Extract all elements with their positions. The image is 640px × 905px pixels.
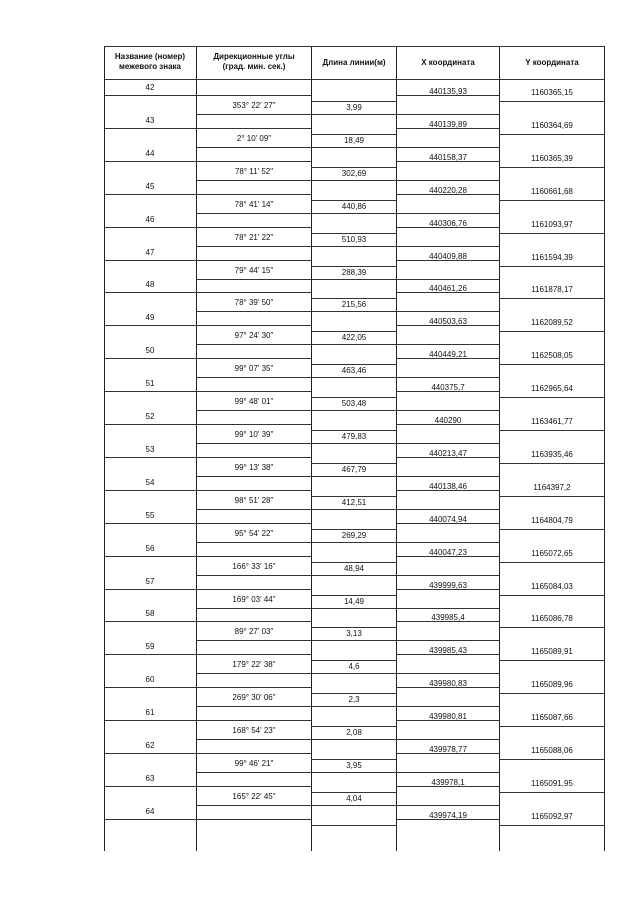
row-border xyxy=(311,693,396,694)
column-border xyxy=(196,46,197,851)
direction-angle: 168° 54' 23" xyxy=(232,726,276,736)
row-border xyxy=(196,114,499,115)
y-coordinate: 1161093,97 xyxy=(531,219,573,229)
point-number: 46 xyxy=(145,214,155,224)
x-coordinate: 440135,93 xyxy=(429,87,467,96)
row-border xyxy=(499,397,604,398)
row-border xyxy=(311,759,396,760)
y-coordinate: 1165086,78 xyxy=(531,614,573,624)
row-border xyxy=(499,496,604,497)
row-border xyxy=(196,608,499,609)
y-coordinate: 1162089,52 xyxy=(531,318,573,328)
x-coordinate: 439978,1 xyxy=(431,777,465,787)
x-coordinate: 439999,63 xyxy=(429,580,467,590)
line-length: 467,79 xyxy=(341,464,367,474)
row-border xyxy=(396,786,499,787)
row-border xyxy=(499,266,604,267)
row-border xyxy=(196,673,499,674)
line-length: 4,6 xyxy=(348,662,360,672)
row-border xyxy=(104,490,311,491)
row-border xyxy=(196,213,499,214)
point-number: 52 xyxy=(145,412,155,421)
line-length: 479,83 xyxy=(341,432,367,441)
row-border xyxy=(311,627,396,628)
row-border xyxy=(196,805,499,806)
direction-angle: 99° 10' 39" xyxy=(234,430,274,439)
row-border xyxy=(104,194,311,195)
x-coordinate: 440047,23 xyxy=(429,547,467,557)
y-coordinate: 1161594,39 xyxy=(531,252,573,262)
row-border xyxy=(311,825,396,826)
row-border xyxy=(396,391,499,392)
x-coordinate: 439985,43 xyxy=(429,646,467,656)
x-coordinate: 440375,7 xyxy=(431,383,465,393)
y-coordinate: 1160661,68 xyxy=(531,186,573,196)
direction-angle: 78° 41' 14" xyxy=(234,199,274,209)
row-border xyxy=(396,194,499,195)
y-coordinate: 1165092,97 xyxy=(531,811,573,821)
row-border xyxy=(396,819,499,820)
row-border xyxy=(196,279,499,280)
row-border xyxy=(104,819,311,820)
row-border xyxy=(196,640,499,641)
row-border xyxy=(311,595,396,596)
line-length: 463,46 xyxy=(341,366,367,376)
x-coordinate: 440409,88 xyxy=(429,251,467,261)
direction-angle: 78° 11' 52" xyxy=(234,166,274,176)
row-border xyxy=(104,556,311,557)
point-number: 50 xyxy=(145,346,155,356)
row-border xyxy=(396,161,499,162)
row-border xyxy=(104,79,604,80)
row-border xyxy=(196,246,499,247)
y-coordinate: 1160365,15 xyxy=(531,88,573,97)
column-border xyxy=(604,46,605,851)
row-border xyxy=(499,693,604,694)
row-border xyxy=(396,128,499,129)
direction-angle: 78° 39' 50" xyxy=(234,298,274,308)
point-number: 51 xyxy=(145,379,155,389)
row-border xyxy=(396,95,499,96)
line-length: 269,29 xyxy=(341,530,367,540)
x-coordinate: 439985,4 xyxy=(431,613,465,623)
header-y: Y координата xyxy=(525,58,579,67)
y-coordinate: 1163461,77 xyxy=(531,417,573,426)
line-length: 4,04 xyxy=(346,793,362,803)
point-number: 49 xyxy=(145,313,155,323)
row-border xyxy=(396,621,499,622)
line-length: 215,56 xyxy=(341,300,367,310)
row-border xyxy=(311,792,396,793)
row-border xyxy=(104,325,311,326)
row-border xyxy=(196,311,499,312)
x-coordinate: 439974,19 xyxy=(429,810,467,820)
row-border xyxy=(499,627,604,628)
row-border xyxy=(104,95,311,96)
point-number: 47 xyxy=(145,247,155,257)
point-number: 59 xyxy=(145,642,155,652)
row-border xyxy=(196,476,499,477)
point-number: 43 xyxy=(145,115,155,125)
x-coordinate: 439980,81 xyxy=(429,712,467,722)
row-border xyxy=(499,298,604,299)
point-number: 53 xyxy=(145,444,155,454)
row-border xyxy=(311,562,396,563)
direction-angle: 89° 27' 03" xyxy=(234,627,274,637)
row-border xyxy=(499,233,604,234)
row-border xyxy=(104,786,311,787)
row-border xyxy=(499,825,604,826)
y-coordinate: 1165088,06 xyxy=(531,746,573,755)
row-border xyxy=(196,344,499,345)
row-border xyxy=(396,490,499,491)
row-border xyxy=(499,167,604,168)
header-name: Название (номер) межевого знака xyxy=(114,52,186,71)
point-number: 54 xyxy=(145,477,155,487)
row-border xyxy=(499,134,604,135)
row-border xyxy=(196,772,499,773)
line-length: 503,48 xyxy=(341,399,367,409)
x-coordinate: 440158,37 xyxy=(429,152,467,162)
point-number: 60 xyxy=(145,675,155,685)
row-border xyxy=(499,200,604,201)
row-border xyxy=(396,523,499,524)
row-border xyxy=(104,358,311,359)
row-border xyxy=(499,562,604,563)
row-border xyxy=(499,792,604,793)
line-length: 14,49 xyxy=(343,596,365,606)
x-coordinate: 440139,89 xyxy=(429,119,467,129)
row-border xyxy=(104,720,311,721)
x-coordinate: 440306,76 xyxy=(429,218,467,228)
row-border xyxy=(311,266,396,267)
y-coordinate: 1161878,17 xyxy=(531,285,573,295)
row-border xyxy=(396,589,499,590)
row-border xyxy=(104,457,311,458)
direction-angle: 99° 48' 01" xyxy=(234,397,274,407)
row-border xyxy=(499,364,604,365)
row-border xyxy=(499,595,604,596)
point-number: 62 xyxy=(145,741,155,750)
y-coordinate: 1164397,2 xyxy=(533,482,571,492)
line-length: 3,13 xyxy=(346,629,362,639)
row-border xyxy=(396,654,499,655)
row-border xyxy=(499,331,604,332)
row-border xyxy=(311,200,396,201)
direction-angle: 98° 51' 28" xyxy=(234,495,274,505)
row-border xyxy=(499,726,604,727)
point-number: 58 xyxy=(145,609,155,619)
y-coordinate: 1165072,65 xyxy=(531,548,573,558)
header-length: Длина линии(м) xyxy=(322,58,386,67)
x-coordinate: 440074,94 xyxy=(429,514,467,524)
y-coordinate: 1165089,96 xyxy=(531,680,573,690)
coordinates-table xyxy=(104,46,640,851)
direction-angle: 97° 24' 30" xyxy=(234,331,274,341)
y-coordinate: 1165089,91 xyxy=(531,647,573,657)
direction-angle: 2° 10' 09" xyxy=(236,133,272,143)
row-border xyxy=(311,167,396,168)
line-length: 412,51 xyxy=(341,497,367,507)
direction-angle: 269° 30' 06" xyxy=(232,693,276,703)
point-number: 48 xyxy=(145,280,155,290)
point-number: 55 xyxy=(145,510,155,520)
y-coordinate: 1160365,39 xyxy=(531,153,573,163)
row-border xyxy=(104,46,604,47)
column-border xyxy=(104,46,105,851)
row-border xyxy=(396,424,499,425)
row-border xyxy=(104,523,311,524)
row-border xyxy=(196,509,499,510)
row-border xyxy=(104,424,311,425)
row-border xyxy=(196,739,499,740)
line-length: 48,94 xyxy=(343,563,365,573)
row-border xyxy=(104,753,311,754)
row-border xyxy=(311,529,396,530)
row-border xyxy=(311,364,396,365)
direction-angle: 95° 54' 22" xyxy=(234,528,274,538)
point-number: 63 xyxy=(145,773,155,783)
row-border xyxy=(396,227,499,228)
point-number: 42 xyxy=(145,83,155,92)
row-border xyxy=(196,410,499,411)
row-border xyxy=(104,260,311,261)
line-length: 3,99 xyxy=(346,103,362,112)
line-length: 302,69 xyxy=(341,168,367,178)
row-border xyxy=(311,298,396,299)
row-border xyxy=(499,430,604,431)
y-coordinate: 1162965,64 xyxy=(531,384,573,394)
direction-angle: 166° 33' 16" xyxy=(232,561,276,571)
row-border xyxy=(104,589,311,590)
direction-angle: 169° 03' 44" xyxy=(232,594,276,604)
y-coordinate: 1165087,66 xyxy=(531,713,573,723)
row-border xyxy=(311,430,396,431)
line-length: 510,93 xyxy=(341,234,367,244)
y-coordinate: 1165084,03 xyxy=(531,581,573,591)
direction-angle: 99° 07' 35" xyxy=(234,364,274,374)
row-border xyxy=(396,687,499,688)
direction-angle: 78° 21' 22" xyxy=(234,232,274,242)
row-border xyxy=(499,463,604,464)
row-border xyxy=(396,720,499,721)
line-length: 2,3 xyxy=(348,695,360,705)
row-border xyxy=(104,128,311,129)
row-border xyxy=(311,101,396,102)
row-border xyxy=(196,443,499,444)
row-border xyxy=(311,496,396,497)
row-border xyxy=(196,180,499,181)
row-border xyxy=(196,147,499,148)
header-x: Х координата xyxy=(421,58,475,67)
x-coordinate: 440213,47 xyxy=(429,448,467,458)
row-border xyxy=(499,529,604,530)
line-length: 18,49 xyxy=(343,135,365,145)
row-border xyxy=(311,726,396,727)
row-border xyxy=(396,325,499,326)
row-border xyxy=(104,292,311,293)
row-border xyxy=(499,660,604,661)
row-border xyxy=(104,227,311,228)
point-number: 45 xyxy=(145,181,155,191)
x-coordinate: 439980,83 xyxy=(429,679,467,689)
direction-angle: 165° 22' 45" xyxy=(232,791,276,801)
row-border xyxy=(104,161,311,162)
row-border xyxy=(396,753,499,754)
point-number: 64 xyxy=(145,806,155,816)
row-border xyxy=(311,660,396,661)
row-border xyxy=(396,556,499,557)
direction-angle: 79° 44' 15" xyxy=(234,265,274,275)
row-border xyxy=(196,575,499,576)
y-coordinate: 1160364,69 xyxy=(531,120,573,130)
header-angle: Дирекционные углы (град. мин. сек.) xyxy=(213,52,295,71)
x-coordinate: 440290 xyxy=(434,416,462,425)
x-coordinate: 440449,21 xyxy=(429,350,467,360)
row-border xyxy=(396,260,499,261)
row-border xyxy=(104,687,311,688)
direction-angle: 353° 22' 27" xyxy=(232,101,276,110)
x-coordinate: 440461,26 xyxy=(429,284,467,294)
point-number: 61 xyxy=(145,708,155,718)
row-border xyxy=(396,292,499,293)
line-length: 440,86 xyxy=(341,201,367,211)
row-border xyxy=(104,391,311,392)
y-coordinate: 1162508,05 xyxy=(531,351,573,361)
x-coordinate: 439978,77 xyxy=(429,745,467,754)
point-number: 44 xyxy=(145,148,155,158)
row-border xyxy=(196,542,499,543)
direction-angle: 99° 46' 21" xyxy=(234,759,274,768)
point-number: 56 xyxy=(145,543,155,553)
row-border xyxy=(311,397,396,398)
direction-angle: 99° 13' 38" xyxy=(234,462,274,472)
row-border xyxy=(311,331,396,332)
y-coordinate: 1165091,95 xyxy=(531,778,573,788)
line-length: 2,08 xyxy=(346,728,362,738)
row-border xyxy=(104,654,311,655)
y-coordinate: 1163935,46 xyxy=(531,449,573,459)
line-length: 422,05 xyxy=(341,333,367,343)
row-border xyxy=(311,233,396,234)
row-border xyxy=(311,463,396,464)
row-border xyxy=(196,706,499,707)
point-number: 57 xyxy=(145,576,155,586)
line-length: 3,95 xyxy=(346,761,362,770)
direction-angle: 179° 22' 38" xyxy=(232,660,276,670)
row-border xyxy=(499,101,604,102)
x-coordinate: 440503,63 xyxy=(429,317,467,327)
row-border xyxy=(396,358,499,359)
x-coordinate: 440220,28 xyxy=(429,185,467,195)
x-coordinate: 440138,46 xyxy=(429,481,467,491)
row-border xyxy=(396,457,499,458)
y-coordinate: 1164804,79 xyxy=(531,515,573,525)
row-border xyxy=(104,621,311,622)
row-border xyxy=(311,134,396,135)
row-border xyxy=(196,377,499,378)
column-border xyxy=(396,46,397,851)
line-length: 288,39 xyxy=(341,267,367,277)
row-border xyxy=(499,759,604,760)
